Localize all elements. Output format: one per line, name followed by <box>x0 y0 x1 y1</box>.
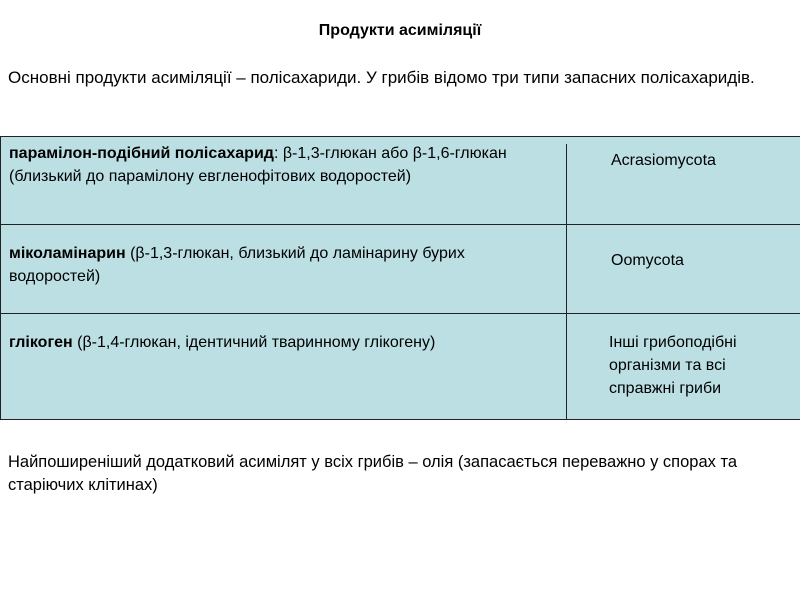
polysaccharide-name: міколамінарин <box>9 245 126 262</box>
table-row-2-group: Oomycota <box>611 252 684 269</box>
footer-paragraph: Найпоширеніший додатковий асимілят у всіх грибів – олія (запасається переважно у спорах та старіючих клітинах) <box>8 453 738 494</box>
polysaccharide-desc: : β-1,3-глюкан або β-1,6-глюкан (близький до парамілону евгленофітових водоростей) <box>9 145 507 185</box>
intro-paragraph: Основні продукти асиміляції – полісахариди. У грибів відомо три типи запасних полісахаридів. <box>8 68 755 87</box>
polysaccharide-name: парамілон-подібний полісахарид <box>9 145 274 162</box>
row-divider <box>1 313 800 314</box>
table-row-1-desc <box>9 142 549 188</box>
table-row-1-group: Acrasiomycota <box>611 152 716 169</box>
polysaccharide-desc: (β-1,4-глюкан, ідентичний тваринному глікогену) <box>72 334 436 351</box>
table-row-3-group: Інші грибоподібні організми та всі справжні гриби <box>609 334 737 397</box>
slide-title: Продукти асиміляції <box>318 22 482 39</box>
column-divider <box>566 144 567 419</box>
row-divider <box>1 224 800 225</box>
table-row-3-desc <box>9 331 479 354</box>
polysaccharide-desc: (β-1,3-глюкан, близький до ламінарину бурих водоростей) <box>9 245 465 285</box>
polysaccharide-name: глікоген <box>9 334 73 351</box>
polysaccharide-table <box>0 136 800 420</box>
table-row-2-desc <box>9 242 529 288</box>
